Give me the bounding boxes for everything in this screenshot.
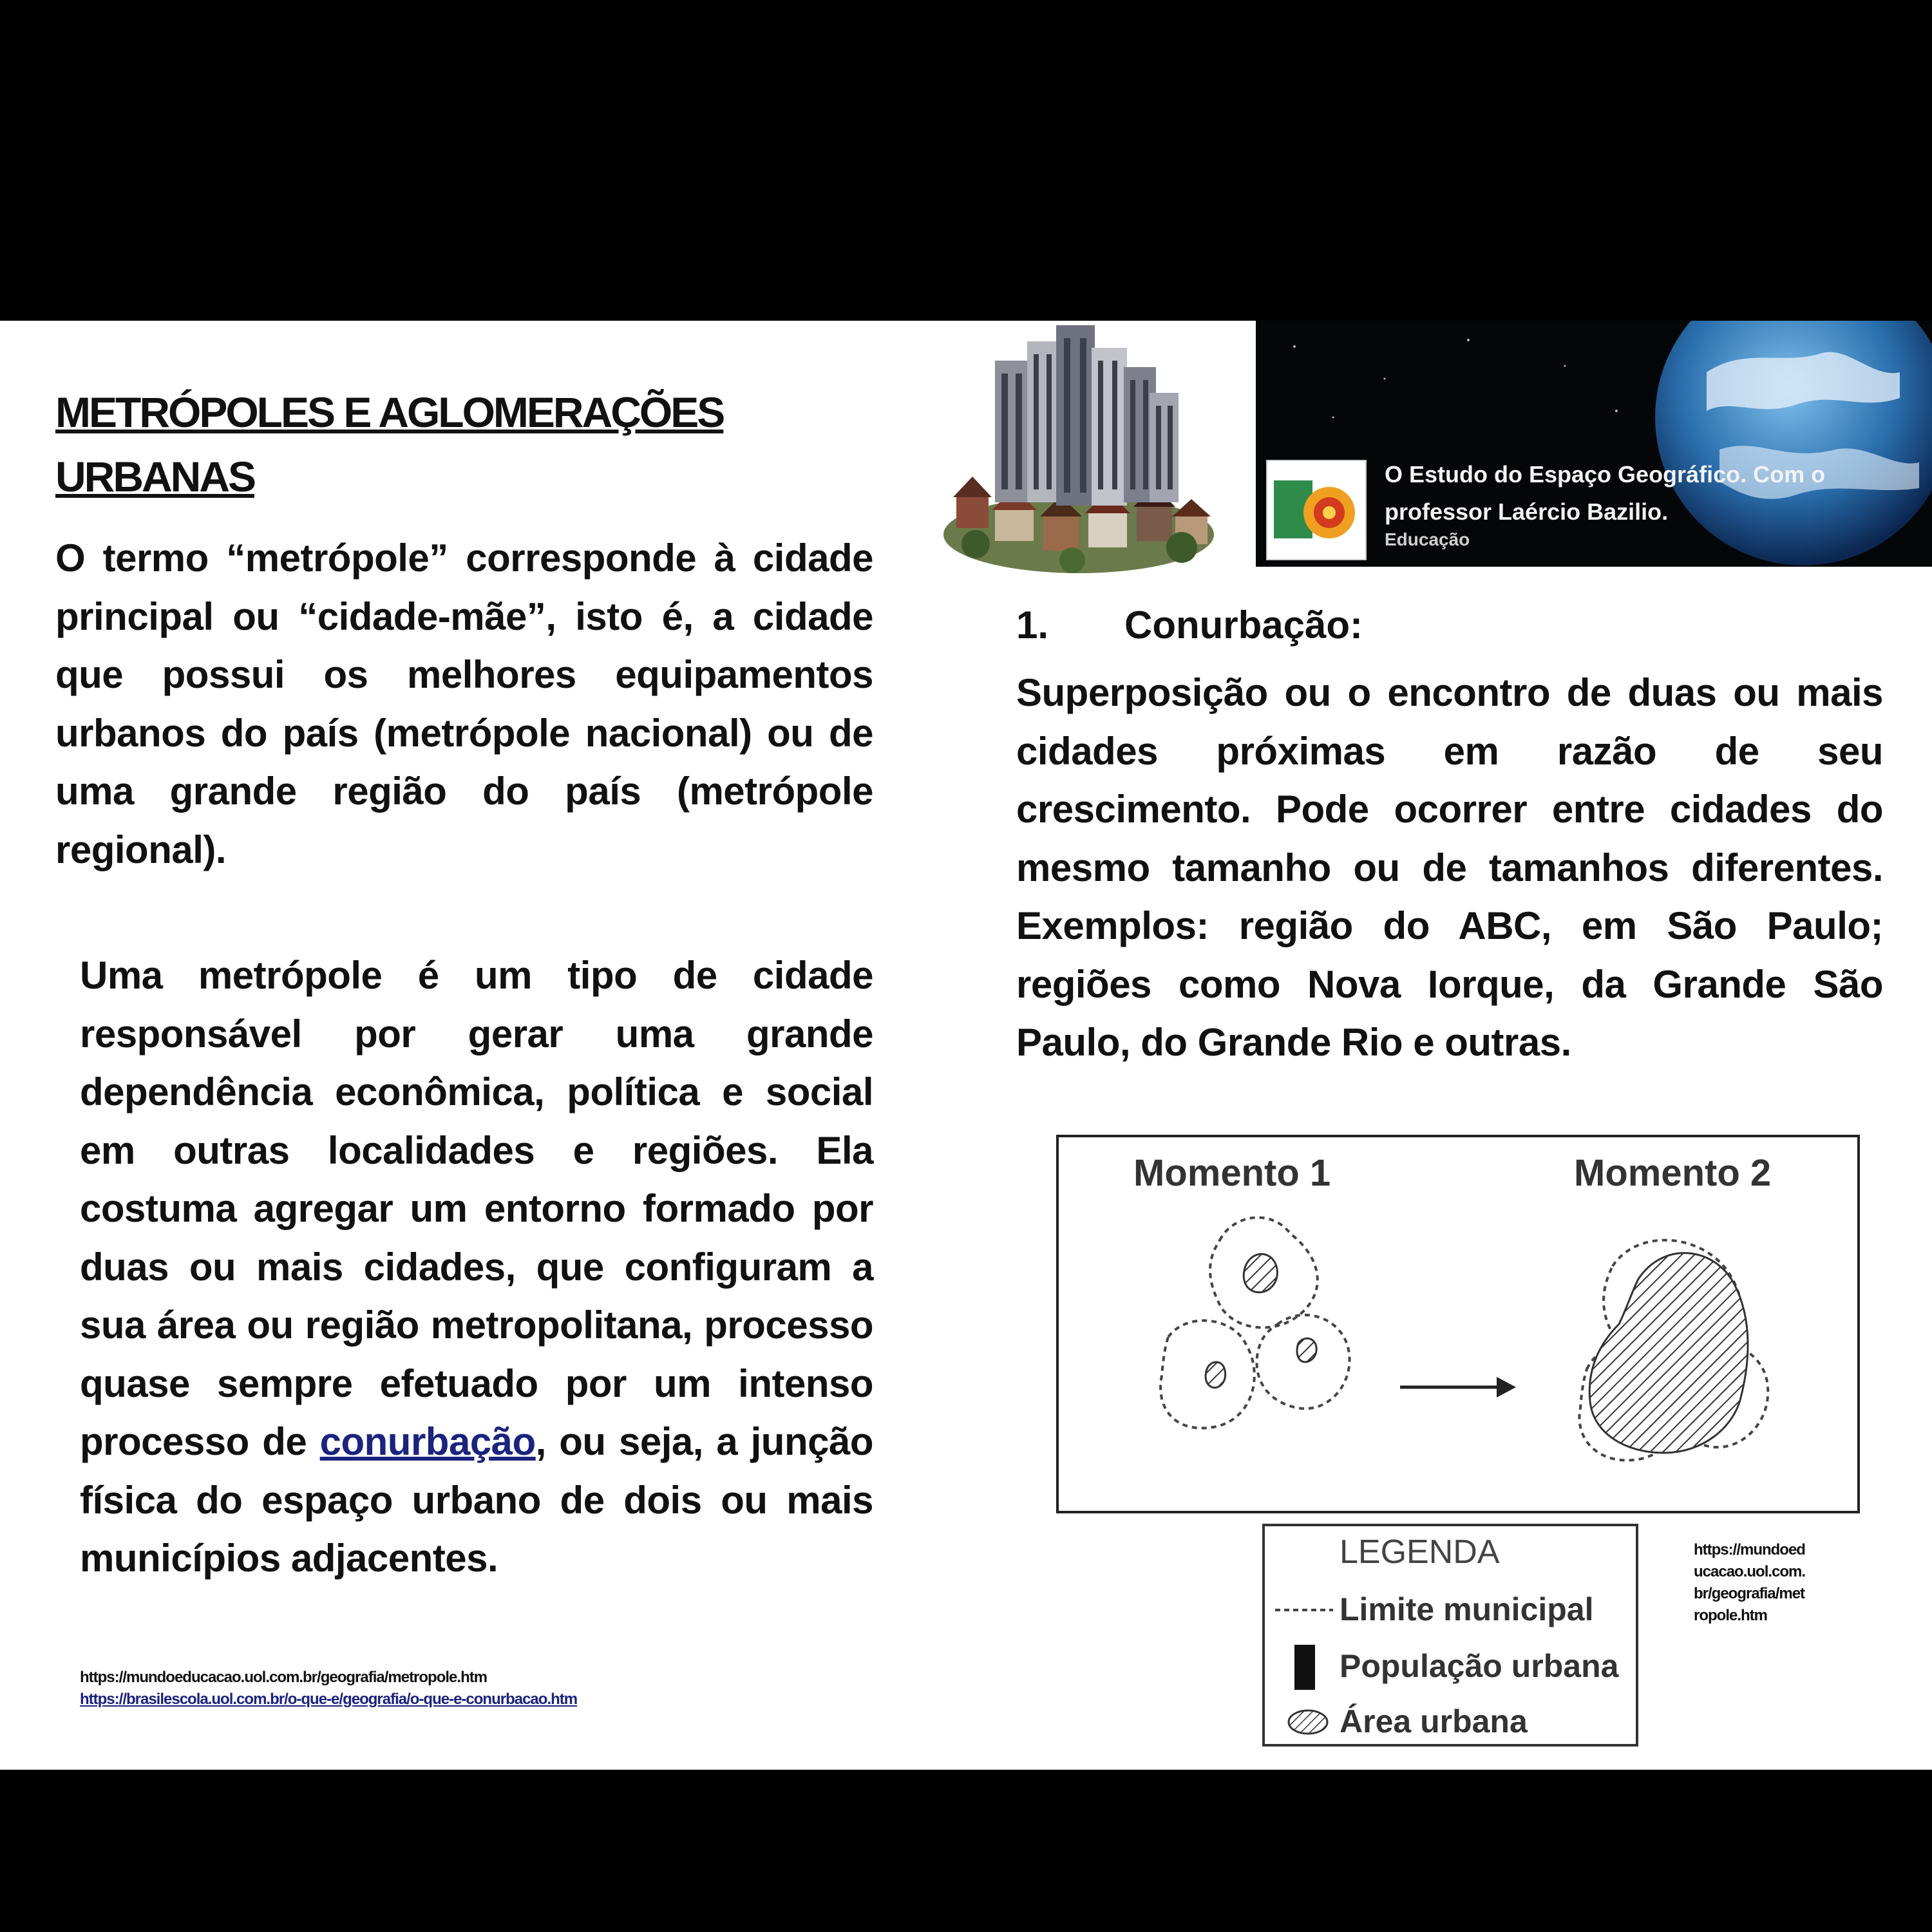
section-heading	[1016, 603, 1363, 647]
source-links	[80, 1667, 577, 1710]
urban-areas-moment1	[1206, 1254, 1316, 1388]
dashed-line-icon	[1273, 1584, 1337, 1636]
paragraph2-text-middle: é um tipo de cidade responsável por gerar uma grande dependência econômica, política e social em outras localidades e regiões. Ela costuma agregar um entorno formado por duas ou mais cidades, que configuram a sua área ou região metropolitana, processo quase sempre efetuado por um intenso processo de	[80, 954, 873, 1463]
paragraph-metropole-description	[80, 947, 873, 1588]
city-illustration	[937, 322, 1220, 580]
paragraph2-text-end: , ou seja, a junção física do espaço urbano de dois ou mais municípios adjacentes.	[80, 1420, 873, 1580]
source-link-2[interactable]: https://brasilescola.uol.com.br/o-que-e/geografia/o-que-e-conurbacao.htm	[80, 1690, 578, 1708]
page-title: METRÓPOLES E AGLOMERAÇÕES URBANAS	[55, 388, 724, 500]
section-title: Conurbação:	[1124, 603, 1363, 647]
channel-logo-icon	[1267, 461, 1365, 559]
paragraph2-bold-term: metrópole	[198, 954, 383, 997]
section-number: 1.	[1016, 603, 1049, 647]
arrow	[1400, 1377, 1516, 1397]
banner-category: Educação	[1385, 529, 1470, 549]
conurbacao-link[interactable]: conurbação	[319, 1420, 536, 1463]
conurbation-diagram	[1056, 1135, 1860, 1513]
channel-logo[interactable]	[1266, 460, 1367, 560]
legend-title: LEGENDA	[1340, 1533, 1500, 1571]
urban-area-moment2	[1589, 1253, 1748, 1453]
hatched-oval-icon	[1273, 1696, 1337, 1748]
paragraph2-text-start: Uma	[80, 954, 198, 997]
channel-banner	[1256, 321, 1932, 567]
legend-item-label: População urbana	[1340, 1648, 1619, 1684]
moment-1-label: Momento 1	[1133, 1152, 1331, 1194]
banner-title: O Estudo do Espaço Geográfico. Com o professor Laércio Bazilio.	[1385, 461, 1826, 525]
source-link-1[interactable]: https://mundoeducacao.uol.com.br/geografia/metropole.htm	[80, 1669, 488, 1686]
legend-item-label: Limite municipal	[1340, 1591, 1594, 1627]
moment-2-label: Momento 2	[1574, 1152, 1772, 1194]
city-skyscrapers	[995, 325, 1179, 506]
filled-square-icon	[1273, 1641, 1337, 1692]
paragraph-metropole-definition: O termo “metrópole” corresponde à cidade principal ou “cidade-mãe”, isto é, a cidade que possui os melhores equipamentos urbanos do país (metrópole nacional) ou de uma grande região do país (metrópole regional).	[55, 536, 873, 871]
diagram-legend	[1262, 1524, 1638, 1747]
municipal-limits-moment1	[1160, 1218, 1349, 1428]
source-link-right[interactable]: https://mundoeducacao.uol.com.br/geografia/metropole.htm	[1694, 1541, 1806, 1624]
section-text: Superposição ou o encontro de duas ou mais cidades próximas em razão de seu crescimento. Pode ocorrer entre cidades do mesmo tamanho ou de tamanhos diferentes. Exemplos: região do ABC, em São Paulo; regiões como Nova Iorque, da Grande São Paulo, do Grande Rio e outras.	[1016, 671, 1883, 1064]
legend-item-label: Área urbana	[1340, 1703, 1528, 1739]
